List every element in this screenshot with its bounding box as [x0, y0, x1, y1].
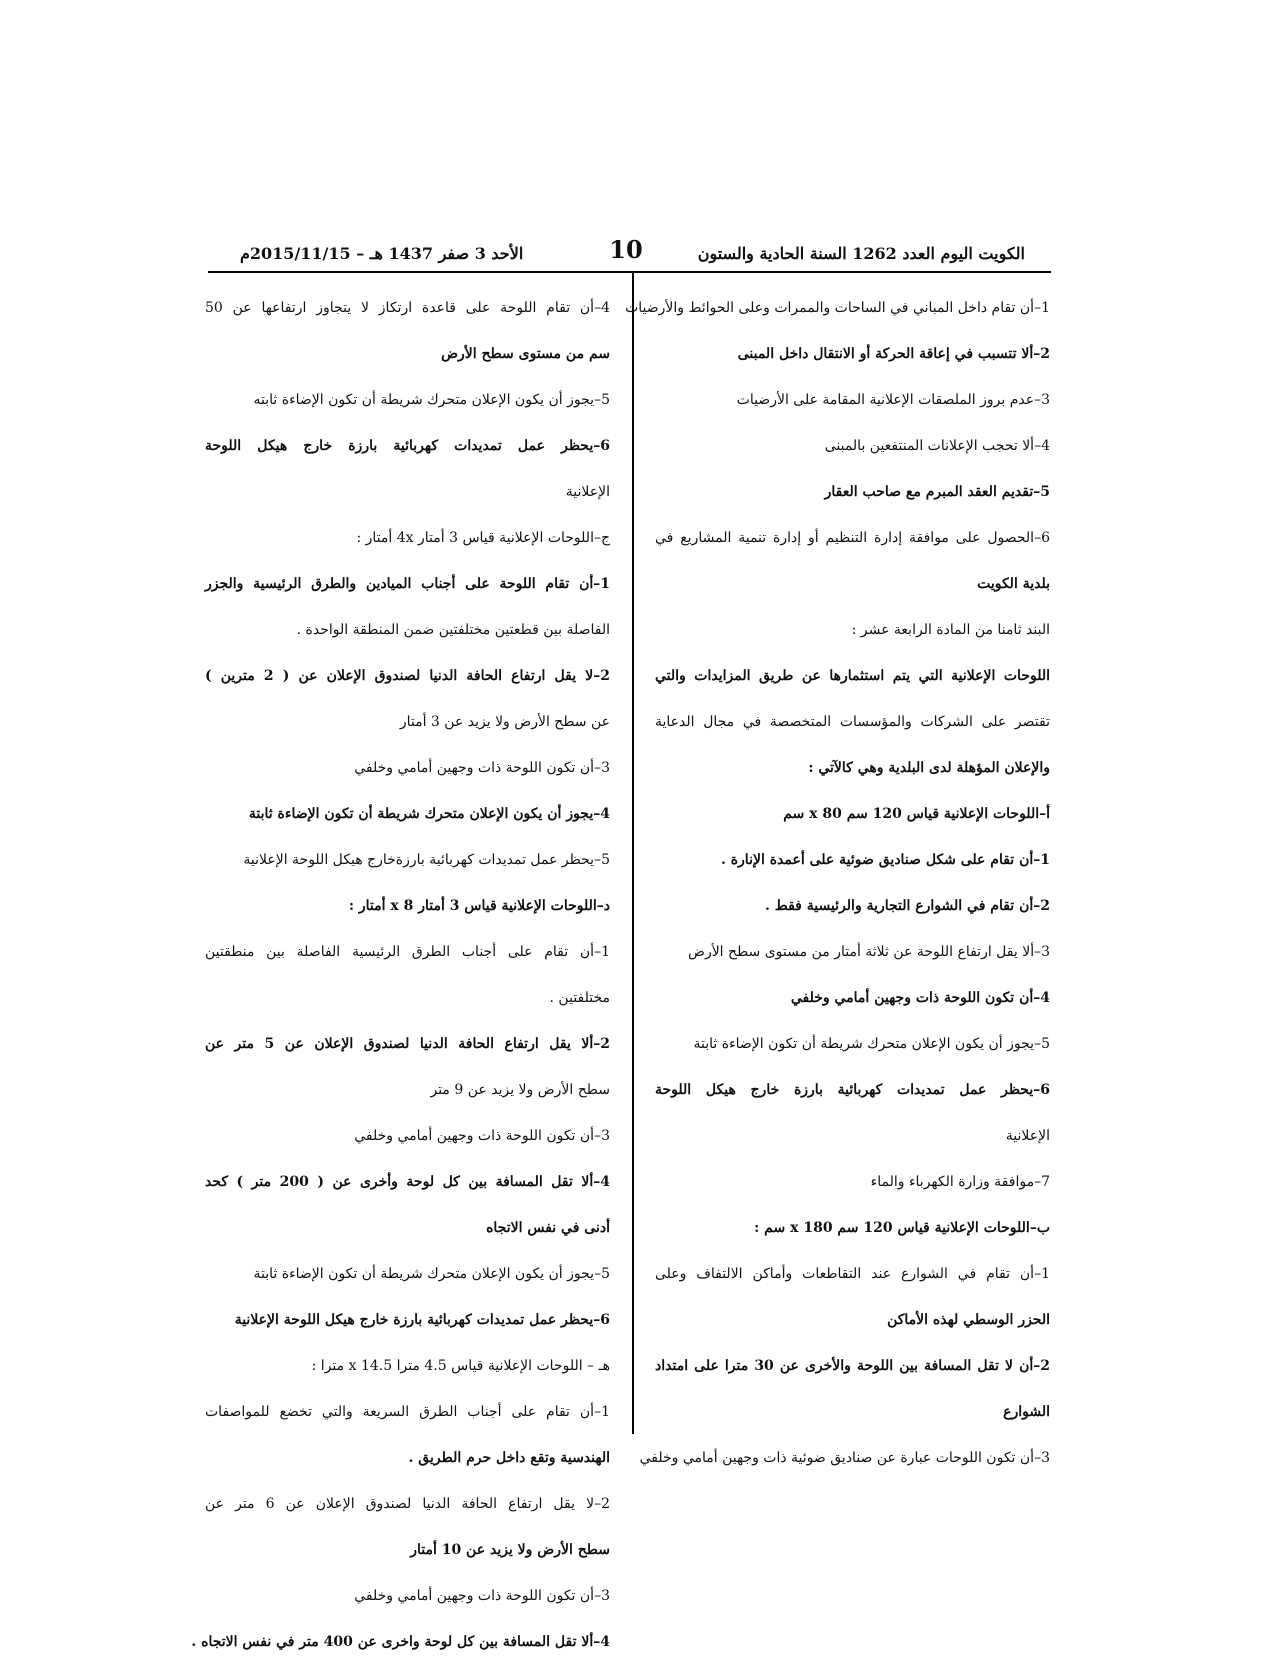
- right-column: [625, 285, 1051, 1481]
- text-line: ب–اللوحات الإعلانية قياس 120 سم x 180 سم :: [754, 1220, 1050, 1236]
- text-line: تقتصر على الشركات والمؤسسات المتخصصة في مجال الدعاية: [655, 714, 1050, 730]
- text-line: 2–أن تقام في الشوارع التجارية والرئيسية فقط .: [765, 898, 1050, 914]
- text-line: 5–يجوز أن يكون الإعلان متحرك شريطة أن تكون الإضاءة ثابتة: [693, 1036, 1050, 1052]
- text-line: 5–يحظر عمل تمديدات كهربائية بارزةخارج هيكل اللوحة الإعلانية: [243, 852, 610, 868]
- text-line: 5–تقديم العقد المبرم مع صاحب العقار: [824, 484, 1050, 500]
- text-line: الحزر الوسطي لهذه الأماكن: [887, 1312, 1050, 1328]
- text-line: ج–اللوحات الإعلانية قياس 3 أمتار 4x أمتار :: [356, 530, 610, 546]
- text-line: د–اللوحات الإعلانية قياس 3 أمتار x 8 أمتار :: [348, 898, 610, 914]
- text-line: والإعلان المؤهلة لدى البلدية وهي كالآتي :: [808, 760, 1050, 776]
- text-line: هـ – اللوحات الإعلانية قياس 4.5 مترا x 14.5 مترا :: [311, 1358, 610, 1374]
- text-line: 1–أن تقام على أجناب الطرق السريعة والتي تخضع للمواصفات: [205, 1404, 610, 1420]
- text-line: 4–أن تكون اللوحة ذات وجهين أمامي وخلفي: [790, 990, 1050, 1006]
- text-line: عن سطح الأرض ولا يزيد عن 3 أمتار: [399, 714, 610, 730]
- text-line: 1–أن تقام اللوحة على أجناب الميادين والطرق الرئيسية والجزر: [205, 576, 610, 592]
- text-line: 2–لا يقل ارتفاع الحافة الدنيا لصندوق الإعلان عن ( 2 مترين ): [205, 668, 611, 684]
- header-issue-info: الكويت اليوم العدد 1262 السنة الحادية والستون: [697, 244, 1025, 263]
- text-line: 1–أن تقام على أجناب الطرق الرئيسية الفاصلة بين منطقتين: [205, 944, 610, 960]
- text-line: 6–يحظر عمل تمديدات كهربائية بارزة خارج هيكل اللوحة: [655, 1082, 1050, 1098]
- text-line: 4–ألا تحجب الإعلانات المنتفعين بالمبنى: [824, 438, 1050, 454]
- text-line: 6–يحظر عمل تمديدات كهربائية بارزة خارج هيكل اللوحة الإعلانية: [234, 1312, 610, 1328]
- text-line: 3–عدم بروز الملصقات الإعلانية المقامة على الأرضيات: [736, 392, 1050, 408]
- text-line: سم من مستوى سطح الأرض: [441, 346, 610, 362]
- text-line: الإعلانية: [565, 484, 610, 500]
- text-line: 2–لا يقل ارتفاع الحافة الدنيا لصندوق الإعلان عن 6 متر عن: [205, 1496, 611, 1512]
- text-line: سطح الأرض ولا يزيد عن 10 أمتار: [410, 1542, 610, 1558]
- column-divider: [632, 272, 634, 1434]
- header-date: الأحد 3 صفر 1437 هـ – 2015/11/15م: [240, 244, 524, 263]
- text-line: 4–ألا تقل المسافة بين كل لوحة وأخرى عن ( 200 متر ) كحد: [205, 1174, 610, 1190]
- text-line: 1–أن تقام على شكل صناديق ضوئية على أعمدة الإنارة .: [720, 852, 1050, 868]
- text-line: 1–أن تقام في الشوارع عند التقاطعات وأماكن الالتفاف وعلى: [655, 1266, 1050, 1282]
- text-line: 2–أن لا تقل المسافة بين اللوحة والأخرى عن 30 مترا على امتداد: [655, 1358, 1051, 1374]
- text-line: 5–يجوز أن يكون الإعلان متحرك شريطة أن تكون الإضاءة ثابته: [253, 392, 610, 408]
- text-line: أدنى في نفس الاتجاه: [486, 1220, 610, 1236]
- text-line: 3–أن تكون اللوحات عبارة عن صناديق ضوئية ذات وجهين أمامي وخلفي: [639, 1450, 1050, 1466]
- text-line: 2–ألا تتسبب في إعاقة الحركة أو الانتقال داخل المبنى: [737, 346, 1050, 362]
- text-line: الفاصلة بين قطعتين مختلفتين ضمن المنطقة الواحدة .: [296, 622, 610, 638]
- text-line: سطح الأرض ولا يزيد عن 9 متر: [430, 1082, 610, 1098]
- text-line: 3–ألا يقل ارتفاع اللوحة عن ثلاثة أمتار من مستوى سطح الأرض: [688, 944, 1050, 960]
- text-line: 4–يجوز أن يكون الإعلان متحرك شريطة أن تكون الإضاءة ثابتة: [248, 806, 610, 822]
- text-line: 2–ألا يقل ارتفاع الحافة الدنيا لصندوق الإعلان عن 5 متر عن: [205, 1036, 610, 1052]
- header-divider: [208, 271, 1051, 273]
- text-line: اللوحات الإعلانية التي يتم استثمارها عن طريق المزايدات والتي: [655, 668, 1050, 684]
- text-line: الهندسية وتقع داخل حرم الطريق .: [408, 1450, 610, 1466]
- text-line: مختلفتين .: [549, 990, 610, 1006]
- text-line: البند ثامنا من المادة الرابعة عشر :: [851, 622, 1050, 638]
- text-line: 6–الحصول على موافقة إدارة التنظيم أو إدارة تنمية المشاريع في: [655, 530, 1050, 546]
- text-line: 7–موافقة وزارة الكهرباء والماء: [870, 1174, 1050, 1190]
- left-column: [191, 285, 611, 1665]
- text-line: 5–يجوز أن يكون الإعلان متحرك شريطة أن تكون الإضاءة ثابتة: [253, 1266, 610, 1282]
- text-line: 3–أن تكون اللوحة ذات وجهين أمامي وخلفي: [354, 760, 610, 776]
- text-line: 6–يحظر عمل تمديدات كهربائية بارزة خارج هيكل اللوحة: [205, 438, 610, 454]
- text-line: 4–أن تقام اللوحة على قاعدة ارتكاز لا يتجاوز ارتفاعها عن 50: [205, 300, 610, 316]
- text-line: أ–اللوحات الإعلانية قياس 120 سم x 80 سم: [783, 806, 1050, 822]
- text-line: الإعلانية: [1005, 1128, 1050, 1144]
- page-number: 10: [609, 235, 643, 264]
- text-line: 3–أن تكون اللوحة ذات وجهين أمامي وخلفي: [354, 1588, 610, 1604]
- text-line: بلدية الكويت: [977, 576, 1050, 592]
- text-line: 4–ألا تقل المسافة بين كل لوحة واخرى عن 400 متر في نفس الاتجاه .: [191, 1634, 610, 1650]
- text-line: 1–أن تقام داخل المباني في الساحات والممرات وعلى الحوائط والأرضيات: [625, 300, 1050, 316]
- text-line: الشوارع: [1003, 1404, 1050, 1420]
- text-line: 3–أن تكون اللوحة ذات وجهين أمامي وخلفي: [354, 1128, 610, 1144]
